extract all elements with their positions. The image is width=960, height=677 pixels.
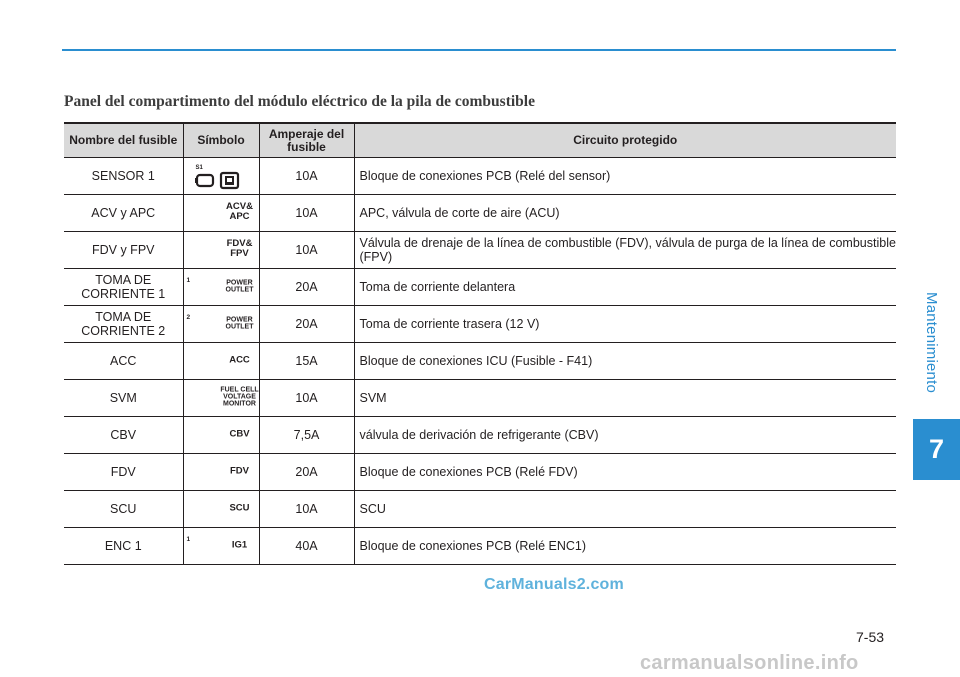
table-header-row xyxy=(64,123,896,158)
table-row xyxy=(64,454,896,491)
symbol-line: OUTLET xyxy=(225,323,254,331)
fuse-name-cell: ACV y APC xyxy=(64,195,183,232)
fuse-name-cell: FDV y FPV xyxy=(64,232,183,269)
symbol-line: APC xyxy=(229,211,250,222)
table-row xyxy=(64,491,896,528)
fuse-circuit-cell: Toma de corriente trasera (12 V) xyxy=(354,306,896,343)
fuse-symbol-cell xyxy=(183,195,259,232)
header-symbol: Símbolo xyxy=(183,123,259,158)
fuse-symbol-cell xyxy=(183,491,259,528)
symbol-line: CBV xyxy=(229,428,250,440)
sensor-fuse-icon xyxy=(194,170,244,190)
symbol-line: POWER xyxy=(226,279,253,287)
symbol-line: VOLTAGE xyxy=(223,393,256,401)
header-amperage: Amperaje del fusible xyxy=(259,123,354,158)
table-row xyxy=(64,380,896,417)
fuse-circuit-cell: válvula de derivación de refrigerante (CBV) xyxy=(354,417,896,454)
chapter-number: 7 xyxy=(913,419,960,480)
table-row xyxy=(64,417,896,454)
fuse-table xyxy=(64,122,896,565)
fuse-amperage-cell: 10A xyxy=(259,491,354,528)
fuse-symbol-label xyxy=(212,467,268,477)
side-tab xyxy=(903,254,960,430)
symbol-superscript: 2 xyxy=(186,314,191,321)
table-row xyxy=(64,269,896,306)
symbol-line: SCU xyxy=(229,502,250,514)
fuse-symbol-label xyxy=(212,239,268,259)
fuse-amperage-cell: 20A xyxy=(259,269,354,306)
symbol-line: POWER xyxy=(226,316,253,324)
symbol-line: FUEL CELL xyxy=(220,386,259,394)
fuse-circuit-cell: APC, válvula de corte de aire (ACU) xyxy=(354,195,896,232)
fuse-symbol-cell xyxy=(183,380,259,417)
header-fuse-name: Nombre del fusible xyxy=(64,123,183,158)
fuse-amperage-cell: 20A xyxy=(259,454,354,491)
fuse-symbol-cell xyxy=(183,417,259,454)
fuse-symbol-label xyxy=(212,316,268,330)
fuse-amperage-cell: 10A xyxy=(259,232,354,269)
fuse-amperage-cell: 15A xyxy=(259,343,354,380)
fuse-symbol-label xyxy=(212,356,268,366)
fuse-name-cell: ACC xyxy=(64,343,183,380)
fuse-circuit-cell: Válvula de drenaje de la línea de combustible (FDV), válvula de purga de la línea de combustible (FPV) xyxy=(354,232,896,269)
fuse-symbol-cell xyxy=(183,528,259,565)
fuse-amperage-cell: 10A xyxy=(259,380,354,417)
fuse-circuit-cell: Bloque de conexiones PCB (Relé FDV) xyxy=(354,454,896,491)
header-circuit: Circuito protegido xyxy=(354,123,896,158)
fuse-name-cell: SCU xyxy=(64,491,183,528)
table-row xyxy=(64,158,896,195)
table-row xyxy=(64,195,896,232)
table-row xyxy=(64,343,896,380)
fuse-circuit-cell: Toma de corriente delantera xyxy=(354,269,896,306)
top-rule xyxy=(62,49,896,51)
fuse-circuit-cell: Bloque de conexiones PCB (Relé ENC1) xyxy=(354,528,896,565)
symbol-line: ACV& xyxy=(226,201,253,212)
symbol-line: FPV xyxy=(230,248,249,259)
watermark: CarManuals2.com xyxy=(484,576,624,593)
table-row xyxy=(64,306,896,343)
fuse-name-cell: SVM xyxy=(64,380,183,417)
symbol-line: OUTLET xyxy=(225,286,254,294)
fuse-symbol-cell xyxy=(183,232,259,269)
page-title: Panel del compartimento del módulo eléctrico de la pila de combustible xyxy=(64,93,535,110)
table-row xyxy=(64,232,896,269)
side-tab-label: Mantenimiento xyxy=(923,291,940,393)
fuse-symbol-label xyxy=(212,504,268,514)
fuse-name-cell: CBV xyxy=(64,417,183,454)
symbol-superscript: S1 xyxy=(195,165,203,171)
footer-watermark: carmanualsonline.info xyxy=(640,652,859,674)
fuse-symbol-cell xyxy=(183,269,259,306)
fuse-symbol-label xyxy=(212,202,268,222)
fuse-amperage-cell: 10A xyxy=(259,158,354,195)
fuse-amperage-cell: 20A xyxy=(259,306,354,343)
fuse-symbol-label xyxy=(212,430,268,440)
fuse-symbol-label xyxy=(212,541,268,551)
table-row xyxy=(64,528,896,565)
symbol-line: ACC xyxy=(229,354,250,366)
symbol-line: MONITOR xyxy=(223,400,256,408)
fuse-name-cell: TOMA DE CORRIENTE 1 xyxy=(64,269,183,306)
symbol-superscript: 1 xyxy=(186,277,191,284)
fuse-symbol-label xyxy=(212,279,268,293)
fuse-amperage-cell: 10A xyxy=(259,195,354,232)
fuse-symbol-label xyxy=(212,386,268,407)
fuse-circuit-cell: Bloque de conexiones ICU (Fusible - F41) xyxy=(354,343,896,380)
symbol-line: FDV& xyxy=(226,238,253,249)
fuse-circuit-cell: SVM xyxy=(354,380,896,417)
symbol-line: FDV xyxy=(230,465,249,477)
fuse-symbol-cell xyxy=(183,343,259,380)
fuse-name-cell: FDV xyxy=(64,454,183,491)
fuse-name-cell: SENSOR 1 xyxy=(64,158,183,195)
fuse-amperage-cell: 40A xyxy=(259,528,354,565)
fuse-symbol-cell xyxy=(183,454,259,491)
fuse-name-cell: ENC 1 xyxy=(64,528,183,565)
symbol-line: IG1 xyxy=(231,539,248,551)
fuse-symbol-cell xyxy=(183,158,259,195)
page-number: 7-53 xyxy=(856,629,885,645)
fuse-circuit-cell: Bloque de conexiones PCB (Relé del sensor) xyxy=(354,158,896,195)
fuse-rows xyxy=(64,158,896,565)
fuse-amperage-cell: 7,5A xyxy=(259,417,354,454)
fuse-name-cell: TOMA DE CORRIENTE 2 xyxy=(64,306,183,343)
fuse-circuit-cell: SCU xyxy=(354,491,896,528)
fuse-symbol-cell xyxy=(183,306,259,343)
symbol-superscript: 1 xyxy=(186,536,191,543)
